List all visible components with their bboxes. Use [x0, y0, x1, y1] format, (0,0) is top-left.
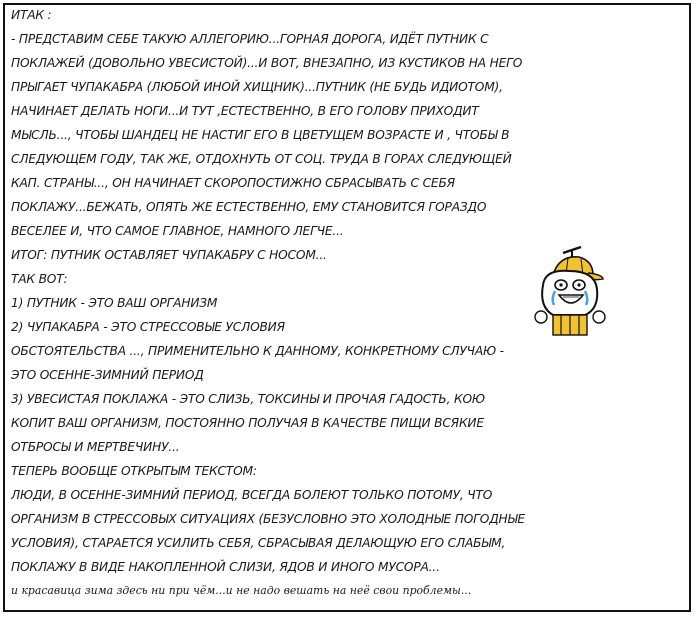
rage-face-icon [523, 245, 615, 337]
text-line-23: УСЛОВИЯ), СТАРАЕТСЯ УСИЛИТЬ СЕБЯ, СБРАСЫВАЯ ДЕЛАЮЩУЮ ЕГО СЛАБЫМ, [11, 535, 506, 550]
text-line-1: ИТАК : [11, 7, 52, 22]
text-line-22: ОРГАНИЗМ В СТРЕССОВЫХ СИТУАЦИЯХ (БЕЗУСЛОВНО ЭТО ХОЛОДНЫЕ ПОГОДНЫЕ [11, 511, 525, 526]
text-line-3: ПОКЛАЖЕЙ (ДОВОЛЬНО УВЕСИСТОЙ)...И ВОТ, ВНЕЗАПНО, ИЗ КУСТИКОВ НА НЕГО [11, 55, 523, 70]
text-line-24: ПОКЛАЖУ В ВИДЕ НАКОПЛЕННОЙ СЛИЗИ, ЯДОВ И ИНОГО МУСОРА... [11, 559, 440, 574]
text-line-20: ТЕПЕРЬ ВООБЩЕ ОТКРЫТЫМ ТЕКСТОМ: [11, 463, 257, 478]
text-line-18: КОПИТ ВАШ ОРГАНИЗМ, ПОСТОЯННО ПОЛУЧАЯ В КАЧЕСТВЕ ПИЩИ ВСЯКИЕ [11, 415, 484, 430]
text-line-12: ТАК ВОТ: [11, 271, 68, 286]
text-line-6: МЫСЛЬ..., ЧТОБЫ ШАНДЕЦ НЕ НАСТИГ ЕГО В ЦВЕТУЩЕМ ВОЗРАСТЕ И , ЧТОБЫ В [11, 127, 510, 142]
text-line-5: НАЧИНАЕТ ДЕЛАТЬ НОГИ...И ТУТ ,ЕСТЕСТВЕННО, В ЕГО ГОЛОВУ ПРИХОДИТ [11, 103, 479, 118]
text-line-25: и красавица зима здесь ни при чём...и не надо вешать на неё свои проблемы... [11, 584, 472, 597]
text-line-13: 1) ПУТНИК - ЭТО ВАШ ОРГАНИЗМ [11, 295, 218, 310]
text-line-9: ПОКЛАЖУ...БЕЖАТЬ, ОПЯТЬ ЖЕ ЕСТЕСТВЕННО, ЕМУ СТАНОВИТСЯ ГОРАЗДО [11, 199, 487, 214]
text-line-8: КАП. СТРАНЫ..., ОН НАЧИНАЕТ СКОРОПОСТИЖНО СБРАСЫВАТЬ С СЕБЯ [11, 175, 455, 190]
text-line-11: ИТОГ: ПУТНИК ОСТАВЛЯЕТ ЧУПАКАБРУ С НОСОМ... [11, 247, 327, 262]
text-line-7: СЛЕДУЮЩЕМ ГОДУ, ТАК ЖЕ, ОТДОХНУТЬ ОТ СОЦ. ТРУДА В ГОРАХ СЛЕДУЮЩЕЙ [11, 151, 512, 166]
text-line-15: ОБСТОЯТЕЛЬСТВА ..., ПРИМЕНИТЕЛЬНО К ДАННОМУ, КОНКРЕТНОМУ СЛУЧАЮ - [11, 343, 504, 358]
text-line-4: ПРЫГАЕТ ЧУПАКАБРА (ЛЮБОЙ ИНОЙ ХИЩНИК)...ПУТНИК (НЕ БУДЬ ИДИОТОМ), [11, 79, 503, 94]
comic-panel [3, 3, 691, 612]
text-line-21: ЛЮДИ, В ОСЕННЕ-ЗИМНИЙ ПЕРИОД, ВСЕГДА БОЛЕЮТ ТОЛЬКО ПОТОМУ, ЧТО [11, 487, 493, 502]
text-line-10: ВЕСЕЛЕЕ И, ЧТО САМОЕ ГЛАВНОЕ, НАМНОГО ЛЕГЧЕ... [11, 223, 344, 238]
text-line-17: 3) УВЕСИСТАЯ ПОКЛАЖА - ЭТО СЛИЗЬ, ТОКСИНЫ И ПРОЧАЯ ГАДОСТЬ, КОЮ [11, 391, 485, 406]
text-line-16: ЭТО ОСЕННЕ-ЗИМНИЙ ПЕРИОД [11, 367, 204, 382]
text-line-14: 2) ЧУПАКАБРА - ЭТО СТРЕССОВЫЕ УСЛОВИЯ [11, 319, 285, 334]
text-line-19: ОТБРОСЫ И МЕРТВЕЧИНУ... [11, 439, 180, 454]
text-line-2: - ПРЕДСТАВИМ СЕБЕ ТАКУЮ АЛЛЕГОРИЮ...ГОРНАЯ ДОРОГА, ИДЁТ ПУТНИК С [11, 31, 489, 46]
